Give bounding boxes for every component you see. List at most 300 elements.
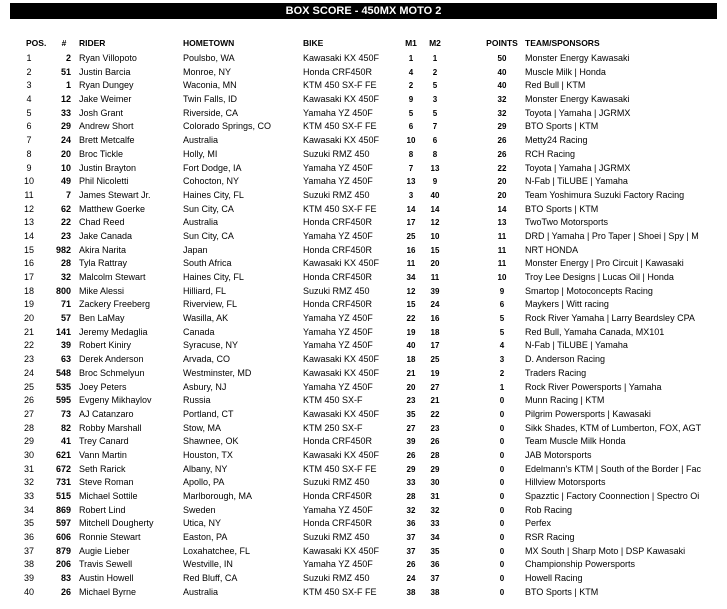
cell-team: Howell Racing xyxy=(525,573,583,584)
cell-m1: 37 xyxy=(406,546,416,556)
cell-points: 0 xyxy=(499,492,505,501)
table-row xyxy=(0,148,727,162)
cell-rider: Chad Reed xyxy=(79,217,125,228)
cell-pos: 8 xyxy=(26,148,32,159)
cell-pos: 27 xyxy=(23,408,34,419)
cell-bike: Suzuki RMZ 450 xyxy=(303,285,370,296)
cell-rider: Zackery Freeberg xyxy=(79,299,151,310)
cell-points: 1 xyxy=(499,382,505,392)
cell-number: 672 xyxy=(55,463,71,474)
cell-m2: 20 xyxy=(430,259,440,269)
cell-bike: KTM 450 SX-F FE xyxy=(303,80,377,91)
cell-points: 29 xyxy=(497,122,507,132)
cell-hometown: Stow, MA xyxy=(183,422,222,433)
header-rider: RIDER xyxy=(79,38,106,48)
cell-rider: Jake Canada xyxy=(79,230,133,241)
cell-pos: 32 xyxy=(23,477,34,488)
cell-pos: 23 xyxy=(23,354,34,365)
table-row xyxy=(0,476,727,490)
cell-number: 548 xyxy=(55,367,71,378)
cell-bike: KTM 450 SX-F FE xyxy=(303,121,377,132)
cell-number: 23 xyxy=(60,230,71,241)
cell-hometown: Utica, NY xyxy=(183,518,222,529)
cell-hometown: Twin Falls, ID xyxy=(183,94,238,105)
cell-number: 879 xyxy=(55,545,71,556)
cell-pos: 21 xyxy=(23,326,34,337)
cell-number: 62 xyxy=(60,203,71,214)
cell-m1: 26 xyxy=(406,450,416,460)
cell-hometown: Asbury, NJ xyxy=(183,381,227,392)
cell-bike: Yamaha YZ 450F xyxy=(303,504,373,515)
cell-hometown: Russia xyxy=(183,395,211,406)
cell-m2: 7 xyxy=(432,122,438,132)
cell-number: 7 xyxy=(65,189,71,200)
cell-number: 621 xyxy=(55,449,71,460)
cell-rider: Malcolm Stewart xyxy=(79,272,146,282)
cell-m1: 33 xyxy=(406,478,416,488)
cell-number: 595 xyxy=(55,395,71,406)
cell-team: N-Fab | TiLUBE | Yamaha xyxy=(525,340,628,351)
header-bike: BIKE xyxy=(303,38,324,48)
cell-bike: KTM 450 SX-F xyxy=(303,395,363,406)
cell-m2: 36 xyxy=(430,560,440,570)
cell-m2: 5 xyxy=(432,108,438,118)
cell-rider: Robert Kiniry xyxy=(79,340,132,351)
cell-team: D. Anderson Racing xyxy=(525,354,606,365)
cell-m2: 31 xyxy=(430,492,440,501)
cell-rider: Trey Canard xyxy=(79,436,129,447)
cell-pos: 16 xyxy=(23,258,34,269)
cell-bike: Honda CRF450R xyxy=(303,272,373,282)
cell-m2: 3 xyxy=(432,95,438,105)
cell-points: 13 xyxy=(497,218,507,228)
cell-rider: Brett Metcalfe xyxy=(79,135,135,146)
cell-m2: 39 xyxy=(430,286,440,296)
table-row xyxy=(0,435,727,449)
cell-bike: Kawasaki KX 450F xyxy=(303,367,380,378)
table-row xyxy=(0,175,727,189)
table-row xyxy=(0,271,727,285)
cell-m1: 2 xyxy=(408,81,414,91)
cell-points: 14 xyxy=(497,204,507,214)
cell-pos: 20 xyxy=(23,313,34,324)
cell-pos: 12 xyxy=(23,203,34,214)
cell-m1: 24 xyxy=(406,574,416,584)
cell-hometown: Marlborough, MA xyxy=(183,491,253,501)
cell-hometown: Wasilla, AK xyxy=(183,313,229,324)
table-row xyxy=(0,107,727,121)
table-row xyxy=(0,353,727,367)
cell-m2: 16 xyxy=(430,314,440,324)
cell-m1: 26 xyxy=(406,560,416,570)
cell-bike: Kawasaki KX 450F xyxy=(303,449,380,460)
cell-number: 29 xyxy=(60,121,71,132)
table-row xyxy=(0,244,727,258)
cell-hometown: Riverview, FL xyxy=(183,299,238,310)
cell-m1: 32 xyxy=(406,505,416,515)
cell-hometown: Japan xyxy=(183,244,208,255)
cell-rider: Matthew Goerke xyxy=(79,203,146,214)
cell-team: Sikk Shades, KTM of Lumberton, FOX, AGT xyxy=(525,422,702,433)
cell-team: Hillview Motorsports xyxy=(525,477,606,488)
cell-pos: 26 xyxy=(23,395,34,406)
cell-rider: Josh Grant xyxy=(79,107,124,118)
cell-m2: 19 xyxy=(430,368,440,378)
table-row xyxy=(0,162,727,176)
cell-team: Monster Energy Kawasaki xyxy=(525,53,630,63)
cell-m1: 23 xyxy=(406,396,416,406)
cell-bike: Honda CRF450R xyxy=(303,436,373,447)
cell-rider: Andrew Short xyxy=(79,121,134,132)
cell-m1: 18 xyxy=(406,355,416,365)
table-row xyxy=(0,490,727,504)
cell-m1: 39 xyxy=(406,437,416,447)
cell-pos: 13 xyxy=(23,217,34,228)
cell-m2: 9 xyxy=(432,177,438,187)
cell-hometown: Monroe, NY xyxy=(183,66,232,77)
cell-bike: KTM 250 SX-F xyxy=(303,422,363,433)
cell-hometown: Riverside, CA xyxy=(183,107,239,118)
cell-hometown: Fort Dodge, IA xyxy=(183,162,242,173)
cell-bike: Suzuki RMZ 450 xyxy=(303,148,370,159)
cell-team: Pilgrim Powersports | Kawasaki xyxy=(525,408,651,419)
cell-rider: Ben LaMay xyxy=(79,313,125,324)
cell-rider: Broc Tickle xyxy=(79,148,124,159)
table-row xyxy=(0,545,727,559)
cell-number: 1 xyxy=(65,80,71,91)
cell-m2: 10 xyxy=(430,231,440,241)
cell-rider: Ronnie Stewart xyxy=(79,532,141,543)
cell-points: 26 xyxy=(497,149,507,159)
cell-hometown: Sweden xyxy=(183,504,216,515)
table-row xyxy=(0,285,727,299)
cell-hometown: Syracuse, NY xyxy=(183,340,239,351)
page-title: BOX SCORE - 450MX MOTO 2 xyxy=(10,3,717,19)
cell-pos: 18 xyxy=(23,285,34,296)
cell-number: 24 xyxy=(60,135,71,146)
cell-m1: 16 xyxy=(406,245,416,255)
table-row xyxy=(0,572,727,586)
cell-number: 869 xyxy=(55,504,71,515)
cell-number: 20 xyxy=(60,148,71,159)
cell-hometown: Westminster, MD xyxy=(183,367,252,378)
cell-m1: 8 xyxy=(408,149,414,159)
cell-m1: 37 xyxy=(406,533,416,543)
cell-m1: 14 xyxy=(406,204,416,214)
cell-m1: 34 xyxy=(406,273,416,282)
cell-bike: Honda CRF450R xyxy=(303,66,373,77)
cell-m2: 34 xyxy=(430,533,440,543)
cell-pos: 6 xyxy=(26,121,32,132)
cell-hometown: Shawnee, OK xyxy=(183,436,239,447)
cell-hometown: Haines City, FL xyxy=(183,272,244,282)
table-row xyxy=(0,339,727,353)
cell-points: 0 xyxy=(499,533,505,543)
cell-pos: 34 xyxy=(23,504,34,515)
cell-pos: 25 xyxy=(23,381,34,392)
cell-m1: 22 xyxy=(406,314,416,324)
cell-hometown: Hilliard, FL xyxy=(183,285,227,296)
cell-m1: 12 xyxy=(406,286,416,296)
cell-number: 39 xyxy=(60,340,71,351)
cell-m2: 32 xyxy=(430,505,440,515)
cell-m2: 26 xyxy=(430,437,440,447)
cell-team: Traders Racing xyxy=(525,367,587,378)
cell-m2: 28 xyxy=(430,450,440,460)
cell-pos: 14 xyxy=(23,230,34,241)
cell-bike: Honda CRF450R xyxy=(303,217,373,228)
cell-m1: 5 xyxy=(408,108,414,118)
cell-m2: 5 xyxy=(432,81,438,91)
cell-bike: Kawasaki KX 450F xyxy=(303,545,380,556)
cell-number: 12 xyxy=(60,94,71,105)
table-row xyxy=(0,394,727,408)
cell-team: BTO Sports | KTM xyxy=(525,203,599,214)
cell-team: Spazztic | Factory Coonnection | Spectro Oi xyxy=(525,491,700,501)
cell-team: Rob Racing xyxy=(525,504,573,515)
cell-number: 51 xyxy=(60,66,71,77)
cell-points: 0 xyxy=(499,478,505,488)
cell-pos: 10 xyxy=(23,176,34,187)
cell-hometown: Apollo, PA xyxy=(183,477,225,488)
cell-team: NRT HONDA xyxy=(525,244,579,255)
cell-points: 0 xyxy=(499,519,505,529)
cell-rider: James Stewart Jr. xyxy=(79,189,151,200)
cell-team: BTO Sports | KTM xyxy=(525,586,599,597)
cell-hometown: Australia xyxy=(183,135,219,146)
cell-rider: Robby Marshall xyxy=(79,422,142,433)
cell-m1: 1 xyxy=(408,54,414,63)
cell-number: 22 xyxy=(60,217,71,228)
cell-m2: 25 xyxy=(430,355,440,365)
cell-m2: 13 xyxy=(430,163,440,173)
cell-team: Edelmann's KTM | South of the Border | Fac xyxy=(525,463,701,474)
cell-team: N-Fab | TiLUBE | Yamaha xyxy=(525,176,628,187)
cell-m1: 13 xyxy=(406,177,416,187)
cell-rider: Seth Rarick xyxy=(79,463,126,474)
cell-pos: 7 xyxy=(26,135,32,146)
cell-bike: Yamaha YZ 450F xyxy=(303,230,373,241)
cell-number: 10 xyxy=(60,162,71,173)
cell-bike: Kawasaki KX 450F xyxy=(303,53,380,63)
cell-points: 0 xyxy=(499,437,505,447)
cell-team: RSR Racing xyxy=(525,532,575,543)
cell-team: DRD | Yamaha | Pro Taper | Shoei | Spy | M xyxy=(525,230,699,241)
table-row xyxy=(0,531,727,545)
cell-number: 2 xyxy=(65,53,71,63)
cell-bike: Suzuki RMZ 450 xyxy=(303,573,370,584)
cell-number: 535 xyxy=(55,381,71,392)
cell-pos: 40 xyxy=(23,586,34,597)
cell-pos: 28 xyxy=(23,422,34,433)
table-row xyxy=(0,52,727,66)
cell-points: 11 xyxy=(497,245,507,255)
cell-m2: 8 xyxy=(432,149,438,159)
cell-pos: 29 xyxy=(23,436,34,447)
cell-rider: Akira Narita xyxy=(79,244,127,255)
cell-bike: Yamaha YZ 450F xyxy=(303,176,373,187)
cell-bike: Honda CRF450R xyxy=(303,299,373,310)
cell-number: 49 xyxy=(60,176,71,187)
cell-bike: Yamaha YZ 450F xyxy=(303,313,373,324)
cell-m2: 29 xyxy=(430,464,440,474)
cell-rider: Austin Howell xyxy=(79,573,134,584)
cell-rider: Jake Weimer xyxy=(79,94,132,105)
cell-number: 33 xyxy=(60,107,71,118)
cell-m1: 17 xyxy=(406,218,416,228)
cell-rider: Michael Byrne xyxy=(79,586,137,597)
cell-pos: 17 xyxy=(23,272,34,282)
cell-points: 5 xyxy=(499,314,505,324)
cell-team: Maykers | Witt racing xyxy=(525,299,609,310)
cell-hometown: Albany, NY xyxy=(183,463,228,474)
cell-m2: 14 xyxy=(430,204,440,214)
cell-points: 22 xyxy=(497,163,507,173)
table-row xyxy=(0,216,727,230)
cell-points: 40 xyxy=(497,81,507,91)
header-number: # xyxy=(61,38,67,48)
table-row xyxy=(0,257,727,271)
cell-points: 5 xyxy=(499,327,505,337)
cell-m1: 38 xyxy=(406,587,416,597)
cell-bike: Yamaha YZ 450F xyxy=(303,326,373,337)
cell-points: 0 xyxy=(499,396,505,406)
cell-points: 2 xyxy=(499,368,505,378)
cell-pos: 30 xyxy=(23,449,34,460)
cell-m1: 25 xyxy=(406,231,416,241)
cell-hometown: Sun City, CA xyxy=(183,203,234,214)
cell-team: Team Muscle Milk Honda xyxy=(525,436,626,447)
cell-m2: 21 xyxy=(430,396,440,406)
table-row xyxy=(0,326,727,340)
cell-m1: 4 xyxy=(408,67,414,77)
table-row xyxy=(0,367,727,381)
table-row xyxy=(0,586,727,600)
cell-m2: 11 xyxy=(430,273,440,282)
cell-m2: 15 xyxy=(430,245,440,255)
cell-number: 206 xyxy=(55,559,71,570)
cell-rider: Travis Sewell xyxy=(79,559,133,570)
cell-number: 515 xyxy=(55,491,71,501)
cell-points: 32 xyxy=(497,95,507,105)
cell-number: 982 xyxy=(55,244,71,255)
cell-team: JAB Motorsports xyxy=(525,449,592,460)
cell-hometown: Loxahatchee, FL xyxy=(183,545,251,556)
cell-points: 0 xyxy=(499,505,505,515)
cell-team: Smartop | Motoconcepts Racing xyxy=(525,285,653,296)
table-row xyxy=(0,381,727,395)
cell-bike: Honda CRF450R xyxy=(303,491,373,501)
cell-hometown: Cohocton, NY xyxy=(183,176,240,187)
cell-rider: Steve Roman xyxy=(79,477,134,488)
cell-pos: 19 xyxy=(23,299,34,310)
cell-hometown: Portland, CT xyxy=(183,408,234,419)
cell-points: 0 xyxy=(499,587,505,597)
cell-number: 28 xyxy=(60,258,71,269)
cell-team: Red Bull | KTM xyxy=(525,80,586,91)
cell-m1: 20 xyxy=(406,382,416,392)
table-row xyxy=(0,120,727,134)
cell-hometown: Houston, TX xyxy=(183,449,233,460)
cell-number: 41 xyxy=(60,436,71,447)
cell-pos: 9 xyxy=(26,162,32,173)
table-row xyxy=(0,134,727,148)
cell-bike: Yamaha YZ 450F xyxy=(303,381,373,392)
cell-number: 731 xyxy=(55,477,71,488)
cell-m2: 1 xyxy=(432,54,438,63)
cell-points: 0 xyxy=(499,450,505,460)
cell-pos: 35 xyxy=(23,518,34,529)
cell-rider: Robert Lind xyxy=(79,504,126,515)
cell-hometown: Holly, MI xyxy=(183,148,218,159)
header-m1: M1 xyxy=(405,38,417,48)
cell-team: RCH Racing xyxy=(525,148,576,159)
header-hometown: HOMETOWN xyxy=(183,38,235,48)
cell-rider: Derek Anderson xyxy=(79,354,144,365)
cell-points: 26 xyxy=(497,136,507,146)
cell-team: Championship Powersports xyxy=(525,559,636,570)
cell-m1: 19 xyxy=(406,327,416,337)
cell-m1: 6 xyxy=(408,122,414,132)
cell-points: 20 xyxy=(497,190,507,200)
cell-hometown: Easton, PA xyxy=(183,532,228,543)
cell-m2: 2 xyxy=(432,67,438,77)
cell-number: 82 xyxy=(60,422,71,433)
cell-m2: 18 xyxy=(430,327,440,337)
cell-number: 26 xyxy=(60,586,71,597)
table-row xyxy=(0,312,727,326)
cell-m2: 27 xyxy=(430,382,440,392)
cell-bike: Kawasaki KX 450F xyxy=(303,258,380,269)
cell-bike: Kawasaki KX 450F xyxy=(303,408,380,419)
cell-team: Munn Racing | KTM xyxy=(525,395,605,406)
cell-points: 3 xyxy=(499,355,505,365)
cell-m1: 29 xyxy=(406,464,416,474)
cell-bike: Yamaha YZ 450F xyxy=(303,162,373,173)
cell-pos: 38 xyxy=(23,559,34,570)
table-row xyxy=(0,79,727,93)
cell-points: 32 xyxy=(497,108,507,118)
header-team: TEAM/SPONSORS xyxy=(525,38,600,48)
cell-bike: Yamaha YZ 450F xyxy=(303,559,373,570)
cell-m2: 23 xyxy=(430,423,440,433)
cell-m2: 30 xyxy=(430,478,440,488)
cell-team: Metty24 Racing xyxy=(525,135,588,146)
cell-points: 11 xyxy=(497,231,507,241)
cell-pos: 37 xyxy=(23,545,34,556)
table-row xyxy=(0,408,727,422)
cell-hometown: Waconia, MN xyxy=(183,80,237,91)
cell-rider: Evgeny Mikhaylov xyxy=(79,395,152,406)
cell-m1: 10 xyxy=(406,136,416,146)
cell-rider: Phil Nicoletti xyxy=(79,176,129,187)
cell-team: Rock River Yamaha | Larry Beardsley CPA xyxy=(525,313,695,324)
cell-bike: KTM 450 SX-F FE xyxy=(303,203,377,214)
cell-team: Monster Energy Kawasaki xyxy=(525,94,630,105)
cell-team: Team Yoshimura Suzuki Factory Racing xyxy=(525,189,685,200)
cell-rider: AJ Catanzaro xyxy=(79,408,134,419)
cell-bike: KTM 450 SX-F FE xyxy=(303,463,377,474)
cell-team: Red Bull, Yamaha Canada, MX101 xyxy=(525,326,665,337)
cell-team: BTO Sports | KTM xyxy=(525,121,599,132)
cell-rider: Ryan Dungey xyxy=(79,80,134,91)
cell-m2: 17 xyxy=(430,341,440,351)
cell-hometown: Sun City, CA xyxy=(183,230,234,241)
cell-team: Rock River Powersports | Yamaha xyxy=(525,381,662,392)
cell-bike: Suzuki RMZ 450 xyxy=(303,477,370,488)
cell-hometown: Red Bluff, CA xyxy=(183,573,238,584)
cell-pos: 3 xyxy=(26,80,32,91)
